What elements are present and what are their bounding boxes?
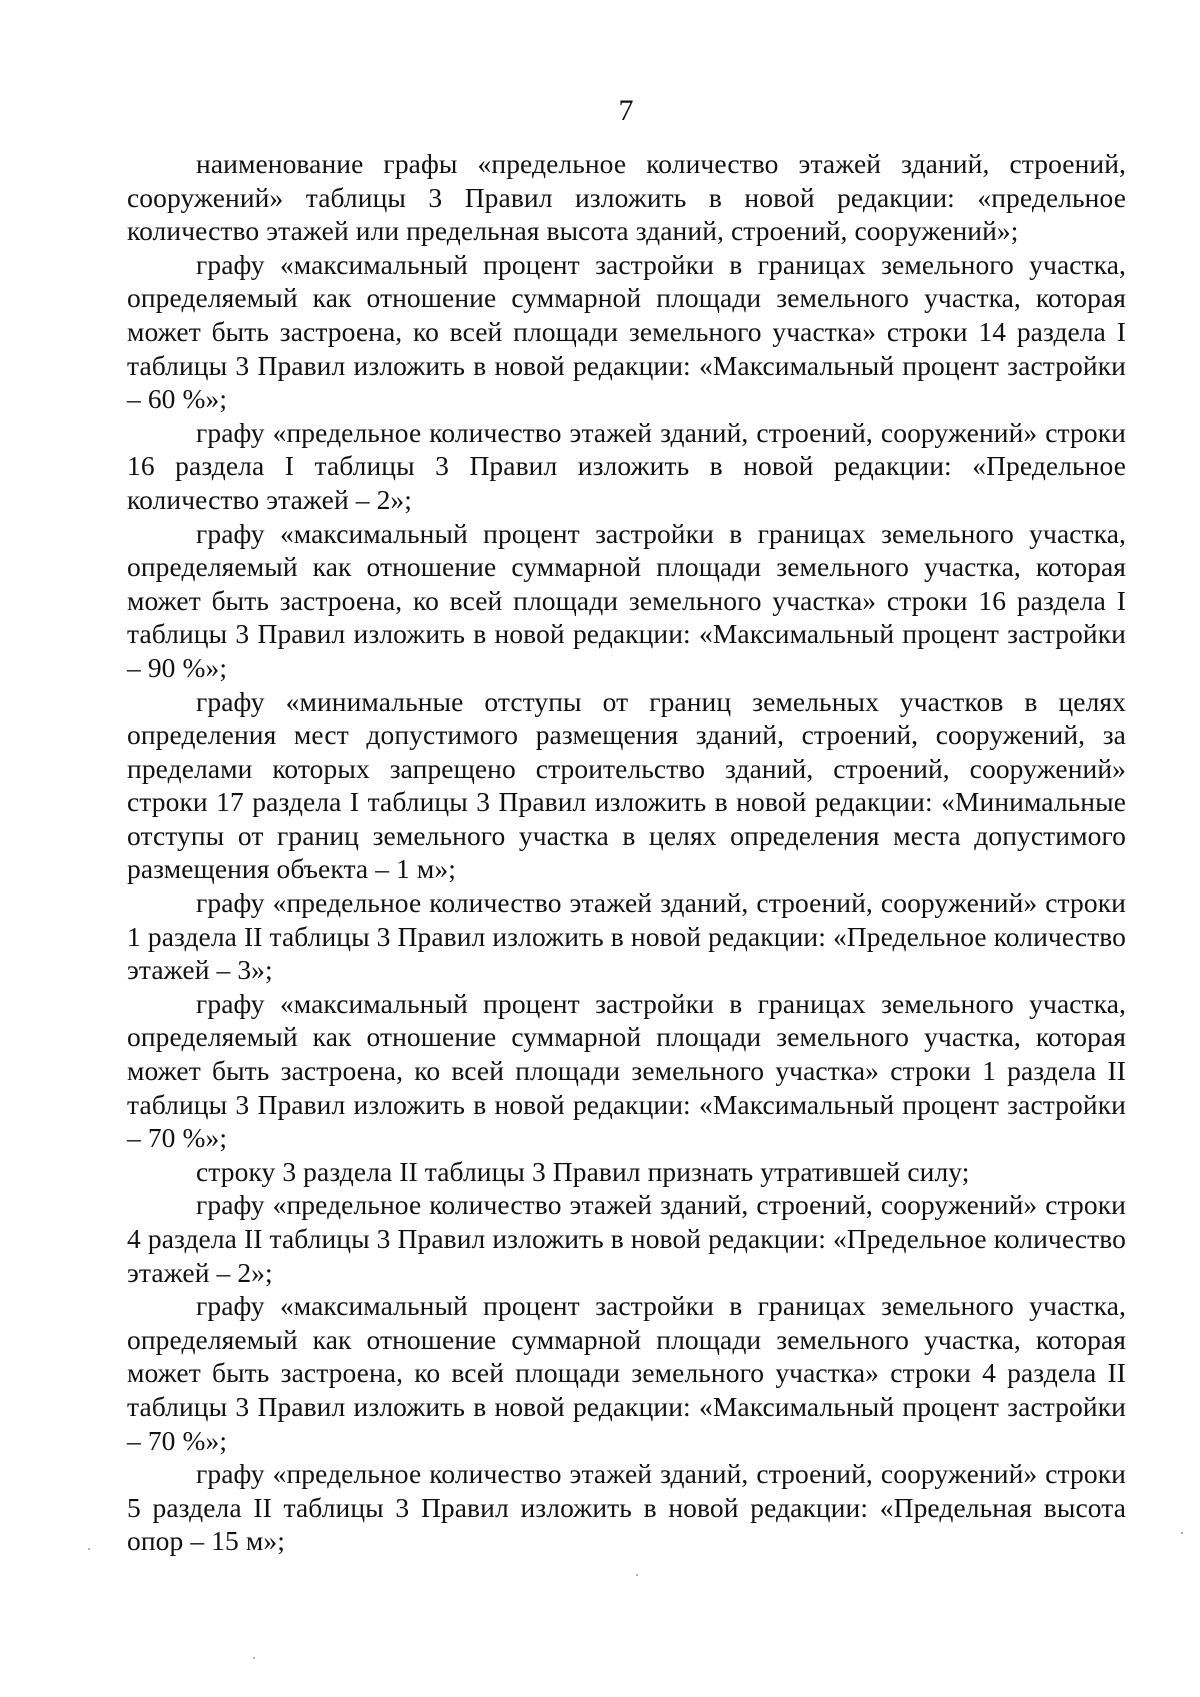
paragraph: наименование графы «предельное количество этажей зданий, строений, сооружений» таблицы 3 Правил изложить в новой редакции: «предельное количество этажей или предельная высота зданий, строений, сооружений»;: [127, 148, 1126, 247]
scan-speck: [1181, 1532, 1183, 1534]
paragraph: графу «минимальные отступы от границ земельных участков в целях определения мест допустимого размещения зданий, строений, сооружений, за пределами которых запрещено строительство зданий, строений, сооружений» строки 17 раздела I таблицы 3 Правил изложить в новой редакции: «Минимальные отступы от границ земельного участка в целях определения места допустимого размещения объекта – 1 м»;: [127, 685, 1126, 885]
page-number: 7: [618, 94, 634, 127]
paragraph: строку 3 раздела II таблицы 3 Правил признать утратившей силу;: [196, 1155, 970, 1187]
paragraph: графу «максимальный процент застройки в границах земельного участка, определяемый как отношение суммарной площади земельного участка, которая может быть застроена, ко всей площади земельного участка» строки 16 раздела I таблицы 3 Правил изложить в новой редакции: «Максимальный процент застройки – 90 %»;: [127, 517, 1126, 683]
scan-speck: [253, 1657, 255, 1659]
paragraph: графу «максимальный процент застройки в границах земельного участка, определяемый как отношение суммарной площади земельного участка, которая может быть застроена, ко всей площади земельного участка» строки 4 раздела II таблицы 3 Правил изложить в новой редакции: «Максимальный процент застройки – 70 %»;: [127, 1290, 1126, 1456]
paragraph: графу «предельное количество этажей зданий, строений, сооружений» строки 16 раздела I таблицы 3 Правил изложить в новой редакции: «Предельное количество этажей – 2»;: [127, 416, 1126, 515]
document-body: [127, 147, 1126, 1558]
paragraph: графу «предельное количество этажей зданий, строений, сооружений» строки 5 раздела II таблицы 3 Правил изложить в новой редакции: «Предельная высота опор – 15 м»;: [127, 1458, 1126, 1557]
paragraph: графу «максимальный процент застройки в границах земельного участка, определяемый как отношение суммарной площади земельного участка, которая может быть застроена, ко всей площади земельного участка» строки 14 раздела I таблицы 3 Правил изложить в новой редакции: «Максимальный процент застройки – 60 %»;: [127, 248, 1126, 415]
scan-speck: [88, 1548, 90, 1550]
paragraph: графу «предельное количество этажей зданий, строений, сооружений» строки 4 раздела II таблицы 3 Правил изложить в новой редакции: «Предельное количество этажей – 2»;: [127, 1189, 1126, 1288]
scan-speck: [636, 1574, 638, 1576]
paragraph: графу «максимальный процент застройки в границах земельного участка, определяемый как отношение суммарной площади земельного участка, которая может быть застроена, ко всей площади земельного участка» строки 1 раздела II таблицы 3 Правил изложить в новой редакции: «Максимальный процент застройки – 70 %»;: [127, 987, 1126, 1154]
paragraph: графу «предельное количество этажей зданий, строений, сооружений» строки 1 раздела II таблицы 3 Правил изложить в новой редакции: «Предельное количество этажей – 3»;: [127, 887, 1126, 986]
